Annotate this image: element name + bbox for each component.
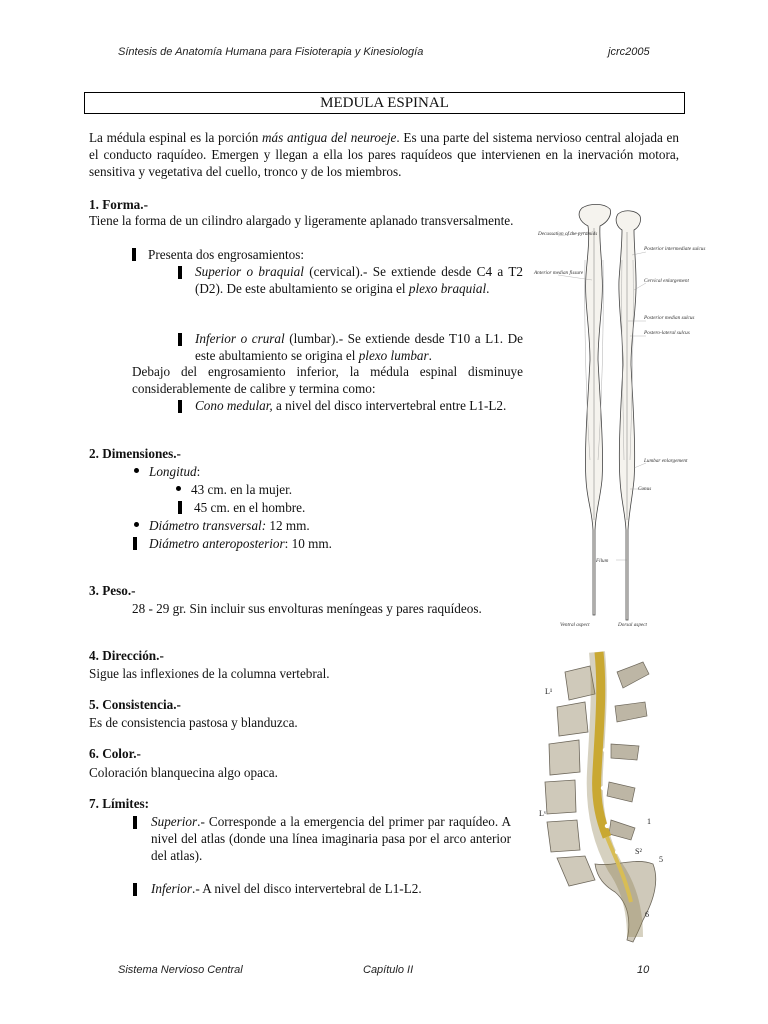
vertebral-column-section-figure — [535, 652, 680, 944]
spinal-cord-figure — [530, 200, 706, 635]
label-lumbar-enlargement: Lumbar enlargement — [644, 458, 688, 464]
page-title: MEDULA ESPINAL — [84, 92, 685, 114]
bullet-dot-icon — [176, 486, 181, 491]
label-1: 1 — [647, 817, 651, 826]
section-color-heading: 6. Color.- — [89, 746, 141, 761]
dim-hombre: 45 cm. en el hombre. — [178, 499, 305, 516]
section-consistencia-heading: 5. Consistencia.- — [89, 697, 181, 712]
direccion-text: Sigue las inflexiones de la columna vertebral. — [89, 666, 330, 681]
label-posterior-median-sulcus: Posterior median sulcus — [644, 315, 695, 321]
forma-inferior-item: Inferior o crural (lumbar).- Se extiende desde T10 a L1. De este abultamiento se origina el plexo lumbar. — [195, 331, 524, 363]
bullet-bar-icon — [178, 501, 182, 514]
dim-mujer: 43 cm. en la mujer. — [176, 481, 292, 498]
dim-longitud: Longitud: — [134, 463, 200, 480]
bullet-dot-icon — [134, 468, 139, 473]
forma-debajo-paragraph: Debajo del engrosamiento inferior, la médula espinal disminuye considerablemente de calibre y termina como: — [132, 364, 523, 396]
label-l5: Lᵛ — [539, 809, 547, 818]
forma-superior-item: Superior o braquial (cervical).- Se extiende desde C4 a T2 (D2). De este abultamiento se origina el plexo braquial. — [195, 264, 524, 296]
forma-description: Tiene la forma de un cilindro alargado y ligeramente aplanado transversalmente. — [89, 213, 514, 228]
running-header-author: jcrc2005 — [608, 46, 650, 58]
consistencia-text: Es de consistencia pastosa y blanduzca. — [89, 715, 298, 730]
label-decussation: Decussation of the pyramids — [538, 231, 598, 237]
label-posterior-intermediate-sulcus: Posterior intermediate sulcus — [644, 246, 706, 252]
footer-chapter: Capítulo II — [363, 964, 414, 976]
peso-text: 28 - 29 gr. Sin incluir sus envolturas meníngeas y pares raquídeos. — [132, 601, 482, 616]
forma-presenta: Presenta dos engrosamientos: — [132, 246, 304, 263]
label-conus: Conus — [638, 486, 652, 492]
label-postero-lateral-sulcus: Postero-lateral sulcus — [644, 330, 690, 336]
label-anterior-median-fissure: Anterior median fissure — [534, 270, 584, 276]
footer-page-number: 10 — [637, 964, 650, 976]
forma-cono-item: Cono medular, a nivel del disco intervertebral entre L1-L2. — [195, 398, 507, 413]
color-text: Coloración blanquecina algo opaca. — [89, 765, 278, 780]
limites-inferior-item: Inferior.- A nivel del disco intervertebral de L1-L2. — [151, 881, 422, 896]
label-cervical-enlargement: Cervical enlargement — [644, 278, 689, 284]
section-forma-heading: 1. Forma.- — [89, 197, 148, 212]
label-6: 6 — [645, 910, 649, 919]
bullet-bar-icon — [133, 537, 137, 550]
bullet-bar-icon — [178, 400, 182, 413]
label-s2: S² — [635, 847, 642, 856]
footer-section: Sistema Nervioso Central — [118, 964, 243, 976]
label-dorsal-aspect: Dorsal aspect — [618, 622, 647, 628]
bullet-bar-icon — [178, 266, 182, 279]
dim-anteroposterior: Diámetro anteroposterior: 10 mm. — [133, 535, 332, 552]
label-filum: Filum — [596, 558, 609, 564]
section-dimensiones-heading: 2. Dimensiones.- — [89, 446, 181, 461]
bullet-bar-icon — [133, 883, 137, 896]
limites-superior-item: Superior.- Corresponde a la emergencia del primer par raquídeo. A nivel del atlas (donde una línea imaginaria pasa por el arco anterior del atlas). — [151, 814, 511, 863]
bullet-dot-icon — [134, 522, 139, 527]
label-ventral-aspect: Ventral aspect — [560, 622, 590, 628]
label-5: 5 — [659, 855, 663, 864]
section-limites-heading: 7. Límites: — [89, 796, 150, 811]
bullet-bar-icon — [133, 816, 137, 829]
bullet-bar-icon — [178, 333, 182, 346]
running-header-title: Síntesis de Anatomía Humana para Fisioterapia y Kinesiología — [118, 46, 424, 58]
dim-transversal: Diámetro transversal: 12 mm. — [134, 517, 310, 534]
section-direccion-heading: 4. Dirección.- — [89, 648, 164, 663]
section-peso-heading: 3. Peso.- — [89, 583, 136, 598]
intro-paragraph: La médula espinal es la porción más antigua del neuroeje. Es una parte del sistema nervioso central alojada en el conducto raquídeo. Emergen y llegan a ella los pares raquídeos que intervienen en la inervación motora, sensitiva y vegetativa del cuello, tronco y de los miembros. — [89, 130, 679, 179]
label-l1: L¹ — [545, 687, 553, 696]
bullet-bar-icon — [132, 248, 136, 261]
